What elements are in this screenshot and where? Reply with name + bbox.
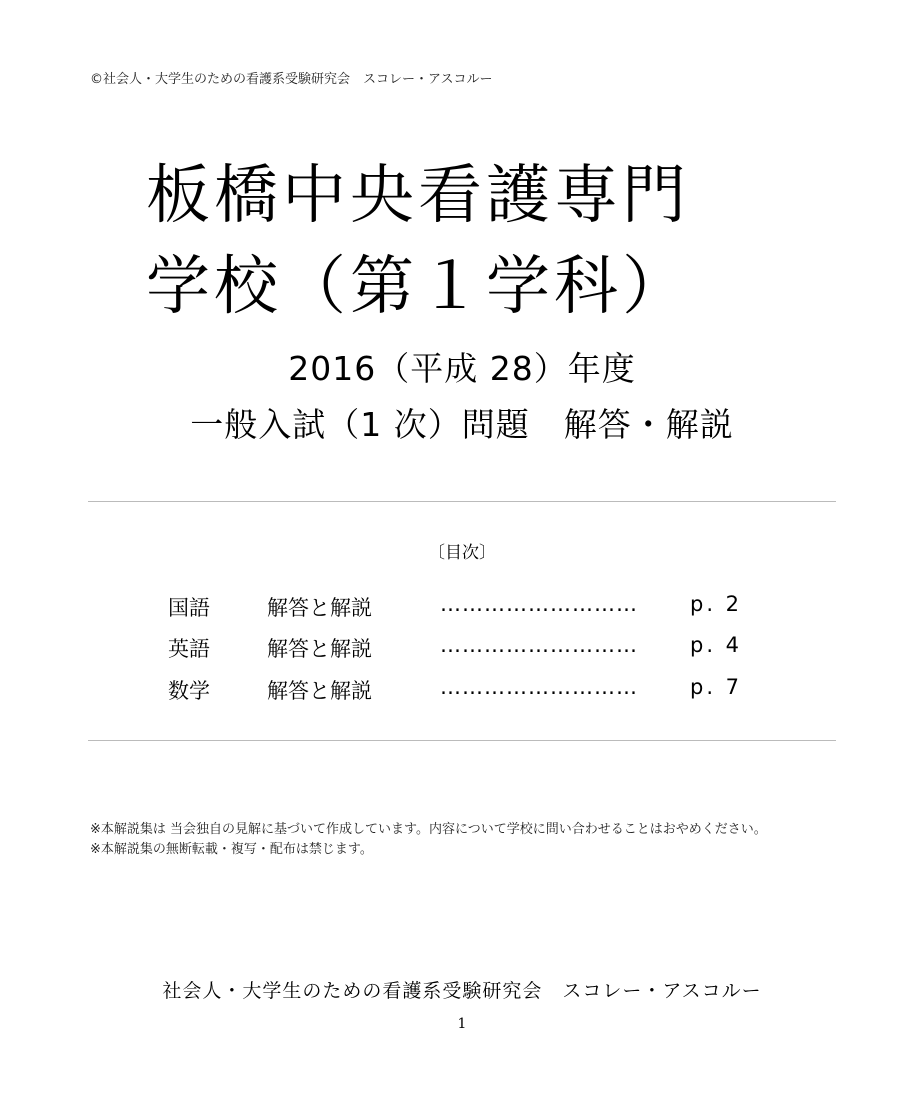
school-title-line-2: 学校（第１学科） — [146, 250, 690, 324]
toc-description: 解答と解説 — [267, 637, 372, 661]
disclaimer-note-1: ※本解説集は 当会独自の見解に基づいて作成しています。内容について学校に問い合わせることはおやめください。 — [90, 822, 767, 837]
toc-row-japanese — [0, 592, 924, 622]
school-title-line-1: 板橋中央看護専門 — [146, 159, 690, 233]
toc-heading: 〔目次〕 — [428, 543, 496, 563]
exam-year: 2016（平成 28）年度 — [288, 349, 636, 388]
toc-description: 解答と解説 — [267, 596, 372, 620]
toc-page-ref: p. 2 — [690, 592, 743, 616]
toc-row-english — [0, 633, 924, 663]
copyright-note: ©社会人・大学生のための看護系受験研究会 スコレー・アスコルー — [90, 72, 493, 87]
toc-leader-dots: ……………………… — [440, 592, 638, 616]
footer-organization: 社会人・大学生のための看護系受験研究会 スコレー・アスコルー — [162, 980, 762, 1002]
toc-row-math — [0, 675, 924, 705]
disclaimer-notes — [90, 820, 830, 860]
disclaimer-note-2: ※本解説集の無断転載・複写・配布は禁じます。 — [90, 842, 373, 857]
toc-subject: 数学 — [168, 679, 210, 703]
toc-subject: 英語 — [168, 637, 210, 661]
toc-subject: 国語 — [168, 596, 210, 620]
toc-description: 解答と解説 — [267, 679, 372, 703]
page-number: 1 — [457, 1016, 467, 1032]
toc-leader-dots: ……………………… — [440, 633, 638, 657]
exam-description: 一般入試（1 次）問題 解答・解説 — [190, 405, 734, 444]
toc-leader-dots: ……………………… — [440, 675, 638, 699]
toc-page-ref: p. 7 — [690, 675, 743, 699]
toc-page-ref: p. 4 — [690, 633, 743, 657]
